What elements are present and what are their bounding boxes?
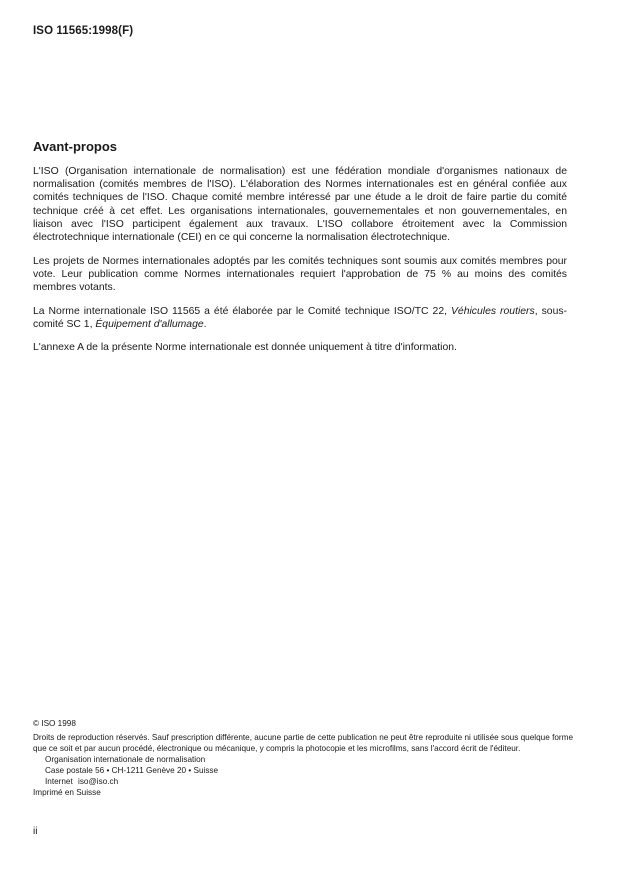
subcommittee-title: Équipement d'allumage	[95, 319, 204, 331]
paragraph-3-end: .	[203, 319, 207, 331]
document-id: ISO 11565:1998(F)	[33, 25, 134, 37]
foreword-title: Avant-propos	[33, 139, 118, 154]
paragraph-3-middle: , sous-comité SC 1,	[33, 306, 567, 331]
foreword-paragraph-1: L'ISO (Organisation internationale de normalisation) est une fédération mondiale d'organismes nationaux de normalisation (comités membres de l'ISO). L'élaboration des Normes internationales est en général confiée aux comités techniques de l'ISO. Chaque comité membre intéressé par une étude a le droit de faire partie du comité technique créé à cet effet. Les organisations internationales, gouvernementales et non gouvernementales, en liaison avec l'ISO participent également aux travaux. L'ISO collabore étroitement avec la Commission électrotechnique internationale (CEI) en ce qui concerne la normalisation électrotechnique.	[33, 166, 567, 244]
foreword-paragraph-4: L'annexe A de la présente Norme internationale est donnée uniquement à titre d'information.	[33, 342, 457, 353]
foreword-paragraph-3	[33, 305, 567, 331]
internet-line	[45, 776, 573, 787]
postal-address: Case postale 56 • CH-1211 Genève 20 • Suisse	[45, 766, 219, 775]
publisher-address	[45, 754, 573, 787]
internet-label: Internet	[45, 777, 73, 786]
organization-name: Organisation internationale de normalisation	[45, 755, 206, 764]
paragraph-3-start: La Norme internationale ISO 11565 a été élaborée par le Comité technique ISO/TC 22,	[33, 306, 451, 317]
internet-address: iso@iso.ch	[78, 777, 119, 786]
printed-in: Imprimé en Suisse	[33, 788, 101, 797]
copyright-notice: © ISO 1998	[33, 719, 76, 728]
page-number: ii	[33, 826, 38, 837]
committee-title: Véhicules routiers	[451, 306, 535, 317]
rights-statement: Droits de reproduction réservés. Sauf prescription différente, aucune partie de cette publication ne peut être reproduite ni utilisée sous quelque forme que ce soit et par aucun procédé, électronique ou mécanique, y compris la photocopie et les microfilms, sans l'accord écrit de l'éditeur.	[33, 733, 573, 753]
copyright-footer	[33, 718, 573, 798]
foreword-paragraph-2: Les projets de Normes internationales adoptés par les comités techniques sont soumis aux comités membres pour vote. Leur publication comme Normes internationales requiert l'approbation de 75 % au moins des comités membres votants.	[33, 256, 567, 294]
